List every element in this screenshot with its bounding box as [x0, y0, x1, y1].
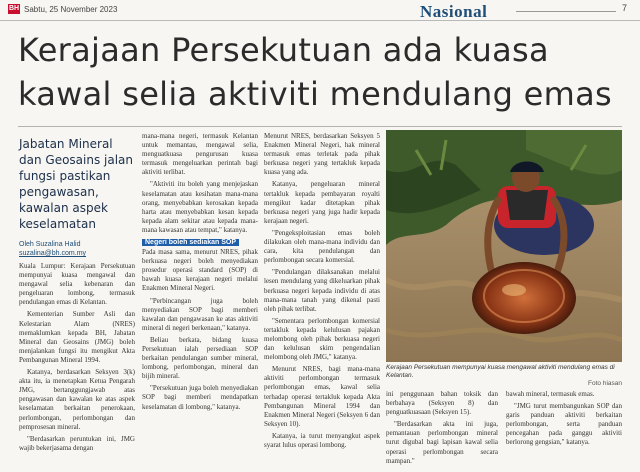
issue-date: Sabtu, 25 November 2023 [24, 5, 118, 14]
byline-email[interactable]: suzalina@bh.com.my [19, 250, 87, 257]
paragraph: Katanya, ia turut menyangkut aspek syarat lulus operasi lombong. [264, 431, 380, 449]
headline-divider [18, 126, 622, 127]
paragraph: "Perbincangan juga boleh menyediakan SOP bagi memberi kawalan dan pengawasan ke atas aktiviti mineral di negeri berkenaan," katanya. [142, 296, 258, 332]
section-title: Nasional [420, 2, 488, 21]
photo-caption [386, 364, 622, 388]
photo-illustration [386, 130, 622, 362]
paragraph: Menurut NRES, bagi mana-mana aktiviti perlombongan termasuk perlombongan emas, kawal selia terhadap operasi tertakluk kepada Akta Pembangunan Mineral 1994 dan Enakmen Mineral Negeri (Seksyen 6 dan Seksyen 10). [264, 365, 380, 428]
headline-line-1: Kerajaan Persekutuan ada kuasa [18, 31, 549, 69]
article-column-5 [506, 390, 622, 470]
byline-name: Oleh Suzalina Halid [19, 241, 81, 248]
paragraph: Pada masa sama, menurut NRES, pihak berkuasa negeri boleh menyediakan prosedur operasi standard (SOP) di bawah kuasa kerajaan negeri melalui Enakmen Mineral Negeri. [142, 248, 258, 293]
byline [19, 240, 86, 258]
paragraph: Katanya, berdasarkan Seksyen 3(k) akta itu, ia menetapkan Ketua Pengarah JMG, bertanggungjawab atas pengawasan dan kawalan ke atas aspek keselamatan berkaitan penerokaan, perlombongan, perlombongan dan pemprosesan mineral. [19, 368, 135, 431]
paragraph: "Sementara perlombongan komersial tertakluk kepada kelulusan pajakan melombong oleh pihak berkuasa negeri dan kelulusan skim pengendalian melombong oleh JMG," katanya. [264, 316, 380, 362]
article-column-2 [142, 132, 258, 470]
article-column-3 [264, 132, 380, 470]
subheadline: Jabatan Mineral dan Geosains jalan fungsi pastikan pengawasan, kawalan aspek keselamatan [19, 137, 134, 231]
paragraph: mana-mana negeri, termasuk Kelantan untuk memantau, mengawal selia, menguatkuasa pengurusan kuasa termasuk mengeluarkan perintah bagi aktiviti terlibat. [142, 132, 258, 177]
paragraph: "Pendulangan dilaksanakan melalui lesen mendulang yang dikeluarkan pihak berkuasa negeri kepada individu di atas mana-mana tanah yang dikenal pasti oleh pihak terlibat. [264, 268, 380, 313]
section-subheading: Negeri boleh sediakan SOP [142, 239, 239, 246]
paragraph: Kuala Lumpur: Kerajaan Persekutuan mempunyai kuasa mengawal dan mengawal selia kebenaran dan pengeluaran lombong, termasuk pendulangan emas di Kelantan. [19, 262, 135, 307]
headline-line-2: kawal selia aktiviti mendulang emas [18, 75, 612, 113]
paragraph: Menurut NRES, berdasarkan Seksyen 5 Enakmen Mineral Negeri, hak mineral termasuk emas terletak pada pihak berkuasa negeri yang tertakluk kepada kuasa yang ada. [264, 132, 380, 177]
paragraph: ini penggunaan bahan toksik dan berbahaya (Seksyen 8) dan penguatkuasaan (Seksyen 15). [386, 390, 498, 417]
paragraph: bawah mineral, termasuk emas. [506, 390, 595, 398]
newspaper-logo: BH [8, 5, 20, 12]
headline [18, 28, 628, 116]
paragraph: "Berdasarkan peruntukan ini, JMG wajib bekerjasama dengan [19, 434, 135, 452]
caption-text: Kerajaan Persekutuan mempunyai kuasa mengawal aktiviti mendulang emas di Kelantan. [386, 364, 615, 379]
page-number: 7 [622, 3, 628, 13]
paragraph: "Aktiviti itu boleh yang menjejaskan keselamatan atau kesihatan mana-mana orang, menyebabkan kerosakan kepada harta atau menyebabkan kesan kepada kepada alam sekitar atau kepada mana-mana kawasan atau tempat," katanya. [142, 180, 258, 234]
paragraph: "Berdasarkan akta ini juga, pemantauan perlombongan mineral turut digubal bagi lapisan kawal selia operasi perlombongan secara mampan." [386, 420, 498, 465]
article-column-1 [19, 262, 135, 470]
photo-credit: Foto hiasan [588, 380, 622, 387]
paragraph: "Pengeksploitasian emas boleh dilakukan oleh mana-mana individu dan cara, kita pendulangan dan perlombongan secara komersial. [264, 228, 380, 265]
paragraph: Kementerian Sumber Asli dan Kelestarian Alam (NRES) memaklumkan kepada BH, Jabatan Mineral dan Geosains (JMG) boleh menjalankan fungsi itu mengikut Akta Pembangunan Mineral 1994. [19, 310, 135, 364]
article-column-4 [386, 390, 498, 470]
paragraph: Beliau berkata, bidang kuasa Persekutuan ialah persediaan SOP berkaitan pendulangan sumber mineral, lombong, perlombongan, mineral dan bijih mineral. [142, 335, 258, 381]
gold-panning-photo [386, 130, 622, 362]
paragraph: "JMG turut membangunkan SOP dan garis panduan aktiviti berkaitan perlombongan, serta panduan pencegahan pada ganggu aktiviti berlorong gengsian," katanya. [506, 402, 622, 447]
paragraph: Katanya, pengeluaran mineral tertakluk kepada pembayaran royalti mengikut kadar ditetapkan pihak berkuasa negeri yang juga hadir kepada kerajaan negeri. [264, 180, 380, 225]
section-rule [516, 11, 616, 12]
paragraph: "Persekutuan juga boleh menyediakan SOP bagi memberi mendapatkan keselamatan di lombong," katanya. [142, 384, 258, 411]
masthead-bar [0, 0, 640, 21]
